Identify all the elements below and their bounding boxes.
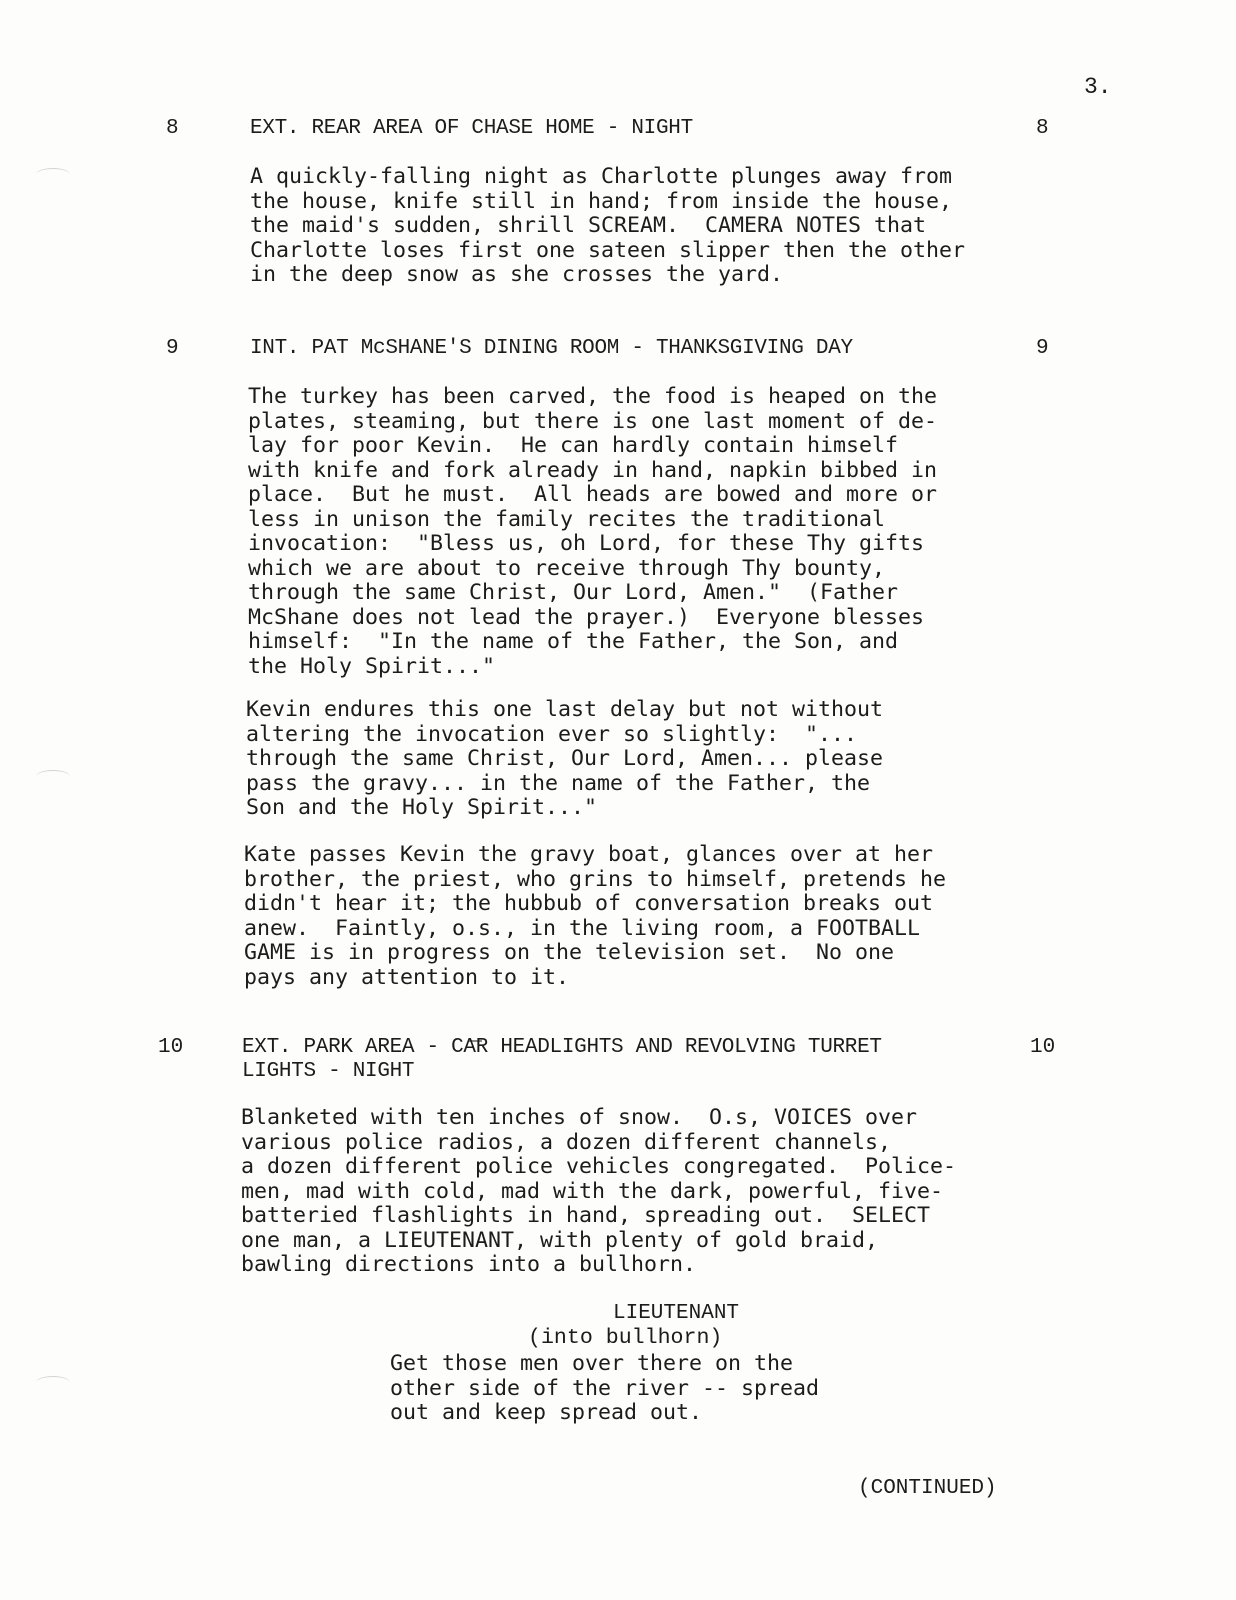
dialogue-text: Get those men over there on the other side of the river -- spread out and keep spread out. bbox=[390, 1351, 820, 1425]
scene-number-right: 8 bbox=[1036, 117, 1049, 140]
scene-heading: EXT. REAR AREA OF CHASE HOME - NIGHT bbox=[250, 117, 693, 140]
action-paragraph: A quickly-falling night as Charlotte plunges away from the house, knife still in hand; from inside the house, the maid's sudden, shrill SCREAM. CAMERA NOTES that Charlotte loses first one sateen slipper then the other in the deep snow as she crosses the yard. bbox=[250, 164, 966, 287]
action-paragraph: Kevin endures this one last delay but not without altering the invocation ever so slightly: "... through the same Christ, Our Lord, Amen... please pass the gravy... in the name of the Father, the Son and the Holy Spirit..." bbox=[246, 697, 884, 820]
action-paragraph: Kate passes Kevin the gravy boat, glances over at her brother, the priest, who grins to himself, pretends he didn't hear it; the hubbub of conversation breaks out anew. Faintly, o.s., in the living room, a FOOTBALL GAME is in progress on the television set. No one pays any attention to it. bbox=[244, 842, 947, 990]
scene-heading: INT. PAT McSHANE'S DINING ROOM - THANKSGIVING DAY bbox=[250, 337, 853, 360]
scene-number-left: 10 bbox=[158, 1036, 184, 1059]
scene-number-left: 8 bbox=[166, 117, 179, 140]
scene-number-left: 9 bbox=[166, 337, 179, 360]
action-paragraph: Blanketed with ten inches of snow. O.s, VOICES over various police radios, a dozen different channels, a dozen different police vehicles congregated. Police- men, mad with cold, mad with the dark, powerful, five- batteried flashlights in hand, spreading out. SELECT one man, a LIEUTENANT, with plenty of gold braid, bawling directions into a bullhorn. bbox=[241, 1105, 957, 1277]
scene-number-right: 10 bbox=[1030, 1036, 1056, 1059]
punch-hole-mark bbox=[36, 1376, 70, 1389]
punch-hole-mark bbox=[36, 168, 70, 181]
scene-number-right: 9 bbox=[1036, 337, 1049, 360]
parenthetical: (into bullhorn) bbox=[528, 1326, 723, 1350]
continued-marker: (CONTINUED) bbox=[858, 1477, 997, 1500]
scene-heading: EXT. PARK AREA - CAR HEADLIGHTS AND REVOLVING TURRET LIGHTS - NIGHT bbox=[242, 1036, 882, 1083]
punch-hole-mark bbox=[36, 770, 70, 783]
page-number: 3. bbox=[1084, 74, 1112, 100]
action-paragraph: The turkey has been carved, the food is heaped on the plates, steaming, but there is one last moment of de- lay for poor Kevin. He can hardly contain himself with knife and fork already in hand, napkin bibbed in place. But he must. All heads are bowed and more or less in unison the family recites the traditional invocation: "Bless us, oh Lord, for these Thy gifts which we are about to receive through Thy bounty, through the same Christ, Our Lord, Amen." (Father McShane does not lead the prayer.) Everyone blesses himself: "In the name of the Father, the Son, and the Holy Spirit..." bbox=[248, 384, 938, 679]
character-name: LIEUTENANT bbox=[613, 1302, 740, 1325]
